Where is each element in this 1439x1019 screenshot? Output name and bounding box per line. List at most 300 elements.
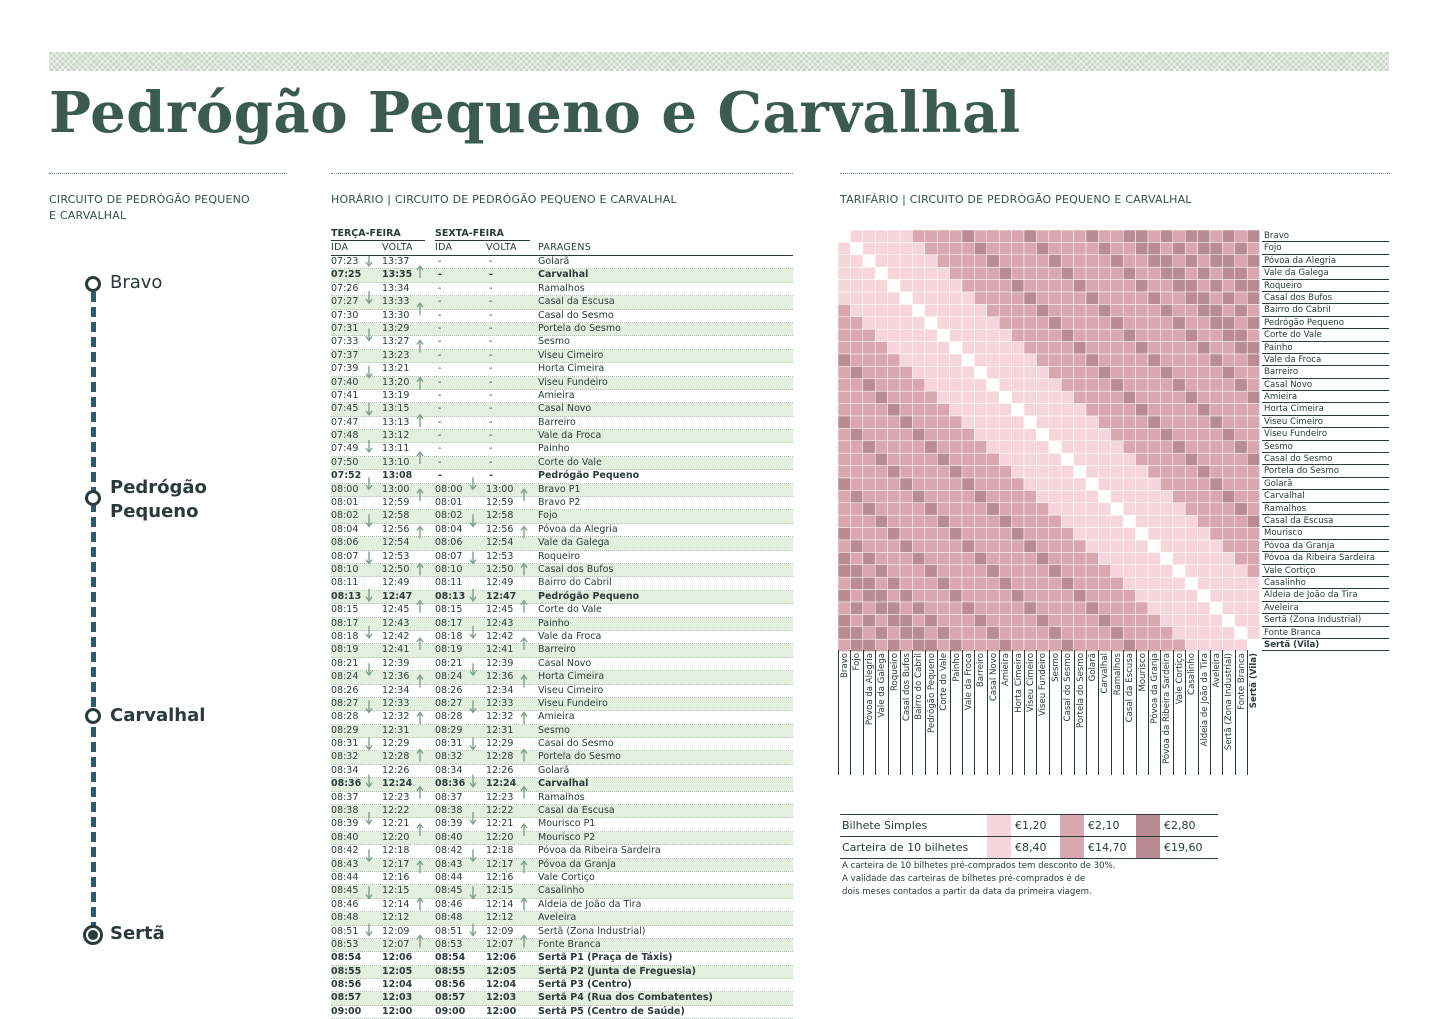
fare-cell (950, 614, 962, 626)
fare-cell (875, 466, 887, 478)
fare-cell (1160, 267, 1172, 279)
time-cell: 08:36 (331, 778, 362, 790)
time-cell: 12:26 (382, 764, 410, 776)
matrix-column-label-text: Póvoa da Alegria (864, 653, 875, 726)
fare-cell (900, 602, 912, 614)
stop-name-cell: Portela do Sesmo (538, 751, 621, 763)
fare-cell (863, 503, 875, 515)
time-cell: 12:18 (382, 845, 410, 857)
fare-cell (962, 565, 974, 577)
table-row (331, 510, 793, 523)
time-cell: 13:10 (382, 456, 410, 468)
fare-cell (974, 503, 986, 515)
fare-cell (1024, 565, 1036, 577)
stop-name-cell: Fojo (538, 510, 558, 522)
fare-cell (974, 317, 986, 329)
fare-cell (950, 528, 962, 540)
fare-cell (1173, 304, 1185, 316)
fare-cell (950, 242, 962, 254)
fare-cell (1012, 329, 1024, 341)
fare-cell (1024, 627, 1036, 639)
fare-cell (850, 329, 862, 341)
matrix-column-label-text: Casal dos Bufos (902, 653, 912, 722)
matrix-row-label: Aldeia de João da Tira (1262, 589, 1389, 601)
matrix-column-label-text: Casal da Escusa (1125, 653, 1136, 723)
fare-cell (912, 391, 924, 403)
fare-cell (1173, 428, 1185, 440)
time-cell: 08:42 (435, 845, 463, 857)
fare-cell (1148, 577, 1160, 589)
fare-cell (1148, 404, 1160, 416)
time-cell: 12:04 (486, 979, 517, 991)
matrix-column-label (950, 650, 962, 775)
fare-cell (1111, 602, 1123, 614)
fare-cell (999, 416, 1011, 428)
fare-cell (1173, 478, 1185, 490)
fare-cell (1198, 614, 1210, 626)
fare-cell (1247, 590, 1259, 602)
zone-swatch-3 (1136, 815, 1160, 836)
fare-cell (987, 552, 999, 564)
fare-cell (1074, 490, 1086, 502)
fare-cell (1111, 391, 1123, 403)
time-cell: - (489, 470, 493, 482)
matrix-row-label: Roqueiro (1262, 280, 1389, 292)
time-cell: 12:15 (486, 885, 514, 897)
fare-cell (1024, 577, 1036, 589)
time-cell: - (489, 403, 493, 415)
fare-cell (1198, 478, 1210, 490)
fare-cell (1173, 267, 1185, 279)
stop-name-cell: Sertã P2 (Junta de Freguesia) (538, 965, 697, 977)
time-cell: 12:54 (486, 537, 514, 549)
stop-name-cell: Fonte Branca (538, 938, 601, 950)
fare-cell (925, 342, 937, 354)
fare-cell (1148, 280, 1160, 292)
fare-cell (962, 342, 974, 354)
fare-cell (950, 466, 962, 478)
fare-cell (1074, 602, 1086, 614)
fare-cell (1235, 416, 1247, 428)
fare-cell (1111, 478, 1123, 490)
time-cell: 12:05 (486, 965, 517, 977)
fare-cell (1074, 404, 1086, 416)
fare-cell (1111, 466, 1123, 478)
stop-name-cell: Póvoa da Granja (538, 858, 616, 870)
fare-cell (962, 453, 974, 465)
fare-cell (875, 391, 887, 403)
fare-cell (1235, 230, 1247, 242)
fare-cell (838, 466, 850, 478)
time-cell: - (489, 282, 493, 294)
fare-cell (863, 428, 875, 440)
fare-cell (1185, 391, 1197, 403)
fare-cell (974, 614, 986, 626)
fare-cell (875, 627, 887, 639)
time-cell: - (438, 363, 442, 375)
fare-cell (1247, 379, 1259, 391)
fare-cell (1123, 614, 1135, 626)
fare-cell (1173, 366, 1185, 378)
fare-cell (1222, 490, 1234, 502)
fare-cell (1235, 441, 1247, 453)
fare-cell (1247, 416, 1259, 428)
fare-cell (875, 577, 887, 589)
fare-cell (950, 503, 962, 515)
fare-cell (850, 490, 862, 502)
time-cell: 07:39 (331, 363, 359, 375)
time-cell: 08:24 (435, 671, 463, 683)
stop-name-cell: Mourisco P1 (538, 818, 596, 830)
fare-cell (962, 428, 974, 440)
matrix-column-label-text: Póvoa da Ribeira Sardeira (1162, 653, 1173, 764)
fare-cell (1012, 627, 1024, 639)
fare-cell (1012, 428, 1024, 440)
fare-cell (1148, 242, 1160, 254)
fare-cell (1098, 317, 1110, 329)
fare-cell (962, 230, 974, 242)
fare-cell (875, 416, 887, 428)
time-cell: 12:07 (486, 938, 514, 950)
fare-cell (1098, 503, 1110, 515)
matrix-column-label-text: Vale Cortiço (1174, 653, 1185, 705)
time-cell: 08:38 (435, 805, 463, 817)
fare-cell (863, 528, 875, 540)
fare-cell (1123, 342, 1135, 354)
fare-cell (838, 490, 850, 502)
fare-cell (1173, 503, 1185, 515)
fare-cell (999, 428, 1011, 440)
time-cell: 12:15 (382, 885, 410, 897)
fare-cell (950, 329, 962, 341)
fare-cell (875, 565, 887, 577)
time-cell: 13:12 (382, 430, 410, 442)
fare-cell (912, 540, 924, 552)
fare-cell (1086, 565, 1098, 577)
fare-cell (1136, 503, 1148, 515)
fare-cell (1136, 565, 1148, 577)
fare-cell (888, 540, 900, 552)
fare-cell (1098, 515, 1110, 527)
table-row (331, 323, 793, 336)
fare-cell (1198, 441, 1210, 453)
fare-cell (863, 552, 875, 564)
stop-name-cell: Viseu Fundeiro (538, 697, 608, 709)
fare-cell (1136, 428, 1148, 440)
fare-cell (1198, 255, 1210, 267)
fare-cell (937, 577, 949, 589)
fare-cell (1012, 379, 1024, 391)
fare-cell (1012, 453, 1024, 465)
fare-cell (937, 366, 949, 378)
fare-cell (900, 354, 912, 366)
fare-cell (925, 280, 937, 292)
matrix-column-label (1198, 650, 1210, 775)
time-cell: 07:31 (331, 322, 359, 334)
fare-cell (1185, 280, 1197, 292)
fare-cell (1160, 565, 1172, 577)
fare-cell (912, 528, 924, 540)
fare-cell (1136, 577, 1148, 589)
fare-cell (987, 304, 999, 316)
fare-cell (1185, 317, 1197, 329)
matrix-row-label: Casal Novo (1262, 379, 1389, 391)
fare-cell (1160, 379, 1172, 391)
fare-cell (1160, 242, 1172, 254)
fare-cell (999, 292, 1011, 304)
time-cell: 12:03 (382, 992, 413, 1004)
matrix-column-label (1173, 650, 1185, 775)
matrix-column-label-text: Vale da Froca (964, 653, 974, 711)
fare-cell (900, 391, 912, 403)
time-cell: - (489, 269, 493, 281)
fare-cell (1049, 441, 1061, 453)
time-cell: 08:24 (331, 671, 359, 683)
time-cell: 12:12 (382, 912, 410, 924)
fare-cell (937, 552, 949, 564)
fare-cell (912, 280, 924, 292)
fare-cell (1012, 602, 1024, 614)
fare-cell (1074, 453, 1086, 465)
fare-cell (1024, 503, 1036, 515)
fare-cell (1222, 230, 1234, 242)
fare-cell (999, 466, 1011, 478)
fare-cell (838, 292, 850, 304)
fare-cell (1235, 242, 1247, 254)
fare-cell (1160, 292, 1172, 304)
fare-cell (850, 552, 862, 564)
fare-cell (863, 453, 875, 465)
fare-cell (1210, 342, 1222, 354)
fare-cell (987, 280, 999, 292)
fare-cell (937, 565, 949, 577)
fare-cell (1098, 267, 1110, 279)
fare-cell (1235, 528, 1247, 540)
fare-cell (1185, 540, 1197, 552)
fare-cell (950, 292, 962, 304)
fare-cell (987, 267, 999, 279)
matrix-column-label-text: Casal Novo (988, 653, 999, 702)
time-cell: 08:28 (331, 711, 359, 723)
fare-matrix (838, 230, 1260, 652)
fare-cell (1160, 404, 1172, 416)
time-cell: - (438, 403, 442, 415)
fare-cell (925, 577, 937, 589)
time-cell: - (489, 456, 493, 468)
fare-cell (1247, 627, 1259, 639)
fare-cell (900, 329, 912, 341)
table-row (331, 872, 793, 885)
fare-cell (900, 515, 912, 527)
matrix-column-label-text: Horta Cimeira (1013, 653, 1024, 713)
fare-cell (912, 552, 924, 564)
fare-cell (888, 242, 900, 254)
fare-cell (950, 317, 962, 329)
fare-cell (1049, 292, 1061, 304)
fare-cell (1198, 230, 1210, 242)
time-cell: 12:53 (486, 550, 514, 562)
time-cell: 12:41 (382, 644, 410, 656)
fare-cell (1036, 366, 1048, 378)
matrix-row-label: Sertã (Vila) (1262, 639, 1389, 651)
fare-cell (987, 230, 999, 242)
fare-cell (1235, 292, 1247, 304)
fare-cell (999, 515, 1011, 527)
fare-cell (838, 304, 850, 316)
fare-cell (900, 614, 912, 626)
fare-cell (1160, 354, 1172, 366)
fare-cell (1086, 540, 1098, 552)
time-cell: 07:25 (331, 269, 362, 281)
time-cell: 13:08 (382, 470, 413, 482)
time-cell: 08:11 (331, 577, 359, 589)
fare-cell (1049, 317, 1061, 329)
fare-cell (1235, 552, 1247, 564)
time-cell: 07:37 (331, 349, 359, 361)
fare-cell (1247, 428, 1259, 440)
fare-cell (1235, 515, 1247, 527)
fare-cell (888, 441, 900, 453)
fare-cell (863, 466, 875, 478)
fare-cell (838, 366, 850, 378)
fare-cell (1111, 304, 1123, 316)
fare-cell (1148, 267, 1160, 279)
time-cell: 13:34 (382, 282, 410, 294)
time-cell: 08:17 (435, 617, 463, 629)
fare-cell (1235, 404, 1247, 416)
fare-cell (1210, 466, 1222, 478)
time-cell: 08:13 (331, 590, 362, 602)
fare-cell (1074, 317, 1086, 329)
fare-cell (937, 540, 949, 552)
fare-cell (1210, 503, 1222, 515)
fare-cell (1012, 503, 1024, 515)
fare-cell (912, 404, 924, 416)
fare-cell (875, 255, 887, 267)
matrix-column-label (1086, 650, 1098, 775)
fare-cell (999, 342, 1011, 354)
fare-cell (1111, 503, 1123, 515)
fare-cell (1024, 590, 1036, 602)
time-cell: 08:37 (331, 791, 359, 803)
matrix-column-label (925, 650, 937, 775)
fare-cell (1061, 342, 1073, 354)
fare-cell (974, 528, 986, 540)
fare-cell (1136, 292, 1148, 304)
stop-name-cell: Vale da Froca (538, 430, 602, 442)
fare-cell (912, 354, 924, 366)
fare-cell (1247, 614, 1259, 626)
table-row (331, 551, 793, 564)
matrix-column-label-text: Bravo (840, 653, 850, 679)
fare-cell (925, 614, 937, 626)
time-cell: 08:32 (331, 751, 359, 763)
time-cell: 12:58 (486, 510, 514, 522)
stop-name-cell: Casal Novo (538, 403, 592, 415)
fare-cell (1198, 565, 1210, 577)
fare-cell (925, 540, 937, 552)
fare-cell (1098, 230, 1110, 242)
matrix-column-label-text: Viseu Fundeiro (1038, 653, 1049, 717)
fare-cell (900, 379, 912, 391)
fare-cell (1049, 379, 1061, 391)
fare-cell (1061, 540, 1073, 552)
fare-cell (1061, 515, 1073, 527)
time-cell: 07:40 (331, 376, 359, 388)
fare-cell (838, 404, 850, 416)
fare-cell (950, 366, 962, 378)
fare-cell (1148, 490, 1160, 502)
time-cell: 08:29 (435, 724, 463, 736)
fare-cell (1210, 441, 1222, 453)
time-cell: 12:47 (382, 590, 413, 602)
fare-cell (937, 292, 949, 304)
fare-cell (1098, 280, 1110, 292)
stop-name-cell: Golarã (538, 764, 570, 776)
fare-cell (900, 565, 912, 577)
fare-cell (1136, 304, 1148, 316)
fare-cell (838, 565, 850, 577)
stop-name-cell: Carvalhal (538, 269, 589, 281)
fare-cell (1136, 540, 1148, 552)
matrix-column-label (1148, 650, 1160, 775)
fare-cell (1148, 602, 1160, 614)
fare-cell (1086, 391, 1098, 403)
fare-cell (962, 304, 974, 316)
fare-cell (1222, 354, 1234, 366)
fare-cell (1049, 614, 1061, 626)
fare-cell (1198, 590, 1210, 602)
fare-cell (850, 540, 862, 552)
fare-cell (888, 379, 900, 391)
fare-cell (863, 565, 875, 577)
matrix-column-label-text: Corte do Vale (939, 653, 950, 711)
fare-cell (1098, 342, 1110, 354)
stop-name-cell: Casal da Escusa (538, 805, 615, 817)
fare-cell (1049, 366, 1061, 378)
fare-cell (1148, 453, 1160, 465)
fare-cell (1247, 354, 1259, 366)
fare-cell (987, 565, 999, 577)
fare-cell (900, 466, 912, 478)
fare-cell (1036, 540, 1048, 552)
matrix-row-label: Ramalhos (1262, 503, 1389, 515)
fare-cell (999, 540, 1011, 552)
fare-cell (962, 528, 974, 540)
fare-cell (1198, 577, 1210, 589)
zone-swatch-2 (1060, 837, 1084, 858)
day-friday: SEXTA-FEIRA (435, 228, 530, 241)
fare-cell (1222, 391, 1234, 403)
fare-cell (974, 515, 986, 527)
fare-cell (1024, 528, 1036, 540)
matrix-row-label: Casal da Escusa (1262, 515, 1389, 527)
fare-cell (1123, 379, 1135, 391)
fare-cell (950, 515, 962, 527)
fare-cell (1036, 466, 1048, 478)
fare-cell (925, 478, 937, 490)
fare-cell (987, 354, 999, 366)
time-cell: 08:07 (331, 550, 359, 562)
fare-cell (950, 577, 962, 589)
time-cell: 12:43 (382, 617, 410, 629)
fare-cell (1173, 379, 1185, 391)
fare-cell (950, 453, 962, 465)
fare-cell (1074, 366, 1086, 378)
fare-cell (875, 614, 887, 626)
fare-cell (850, 503, 862, 515)
fare-cell (974, 490, 986, 502)
